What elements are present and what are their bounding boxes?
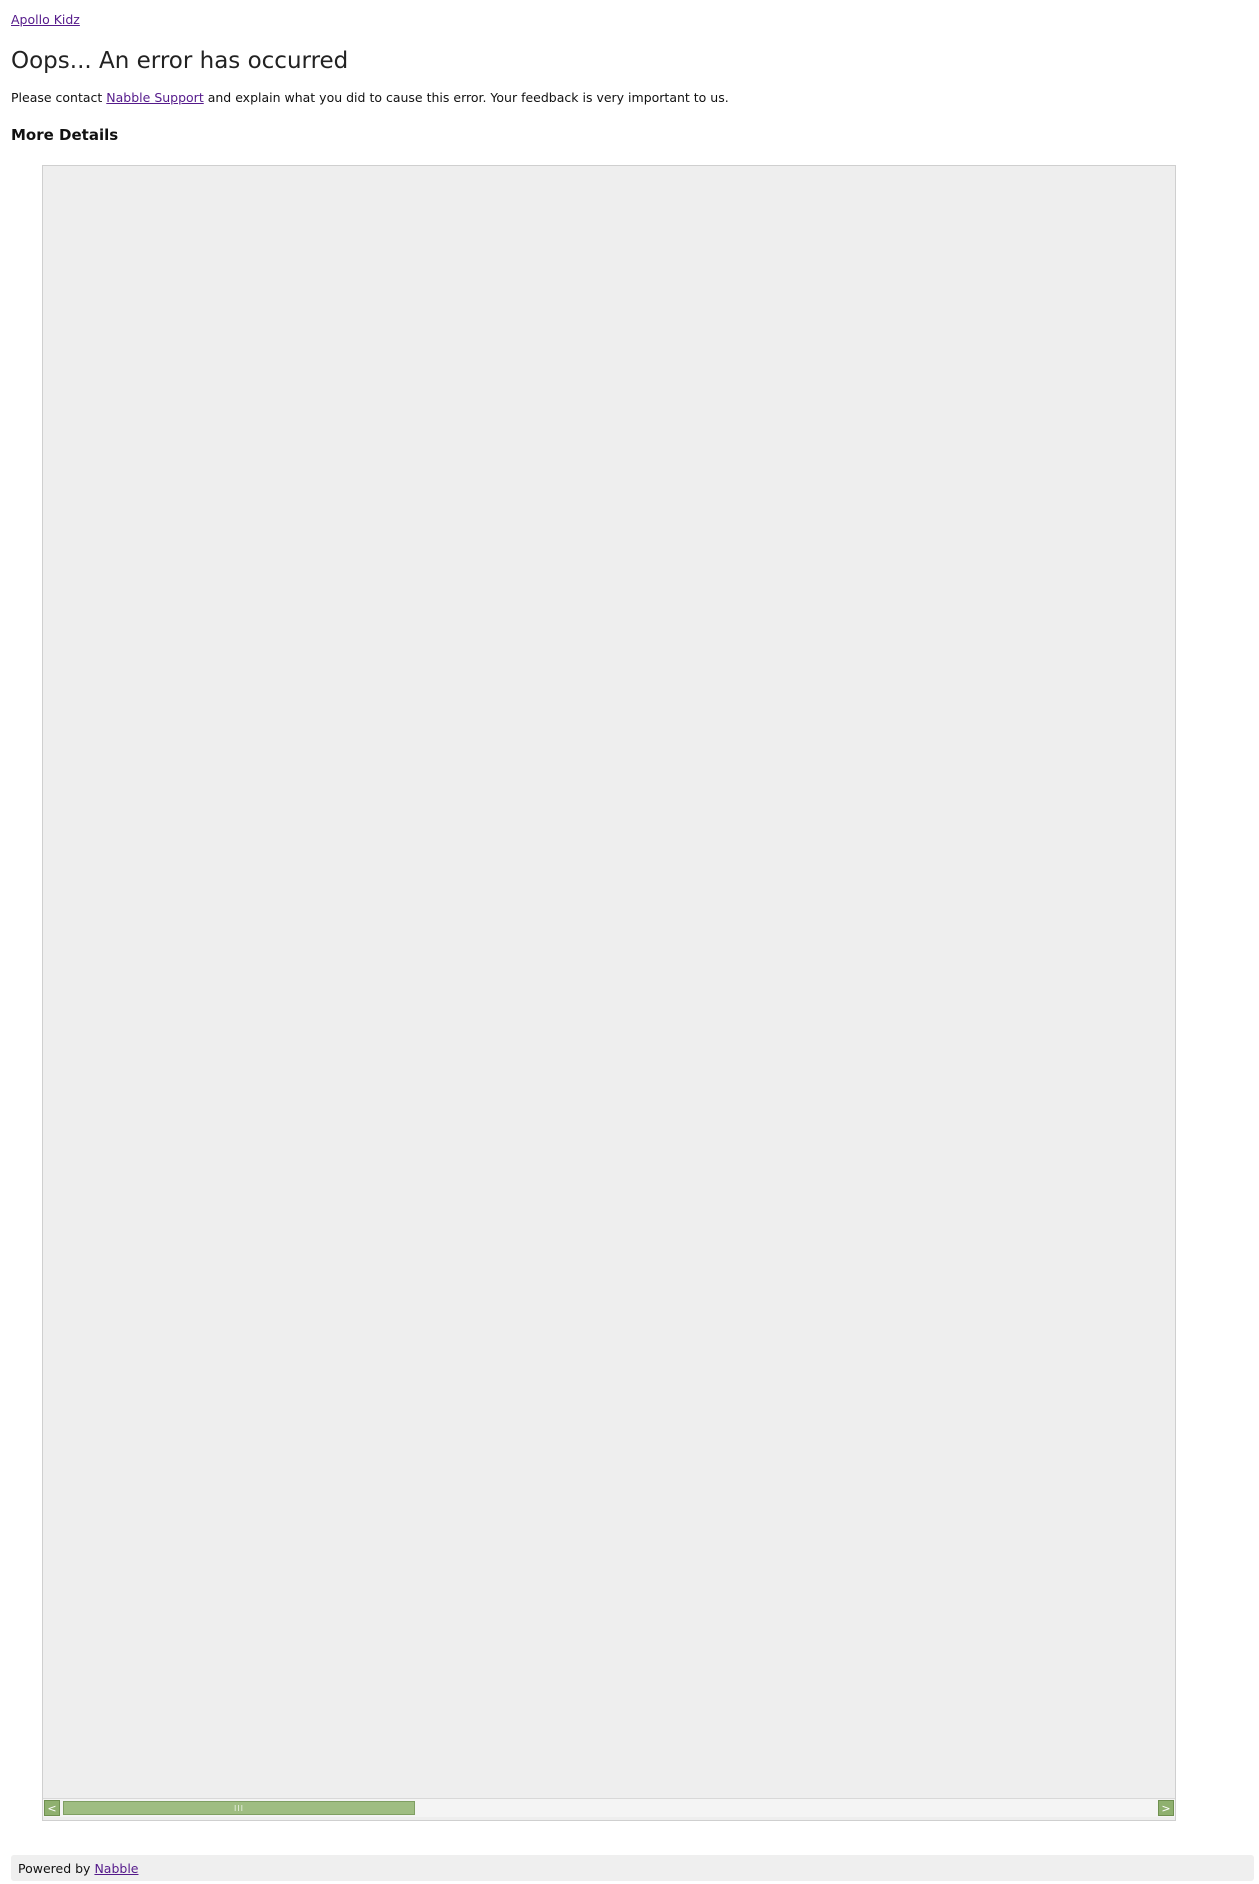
- contact-message: [11, 90, 729, 105]
- more-details-heading: More Details: [11, 126, 119, 144]
- nabble-footer-link[interactable]: Nabble: [94, 1861, 139, 1876]
- powered-by-prefix: Powered by: [18, 1861, 95, 1876]
- scroll-left-arrow-icon[interactable]: <: [44, 1800, 60, 1816]
- scrollbar-grip-icon: III: [233, 1804, 245, 1813]
- site-link[interactable]: Apollo Kidz: [11, 12, 80, 27]
- scrollbar-thumb[interactable]: [63, 1801, 415, 1815]
- contact-suffix: and explain what you did to cause this error. Your feedback is very important to us.: [203, 90, 729, 105]
- error-details-panel: [42, 165, 1176, 1821]
- page-title: Oops... An error has occurred: [11, 48, 349, 74]
- scroll-right-arrow-icon[interactable]: >: [1158, 1800, 1174, 1816]
- horizontal-scrollbar[interactable]: [43, 1798, 1175, 1817]
- contact-prefix: Please contact: [11, 90, 107, 105]
- nabble-support-link[interactable]: Nabble Support: [106, 90, 204, 105]
- powered-by: [18, 1861, 138, 1876]
- footer: [11, 1855, 1254, 1881]
